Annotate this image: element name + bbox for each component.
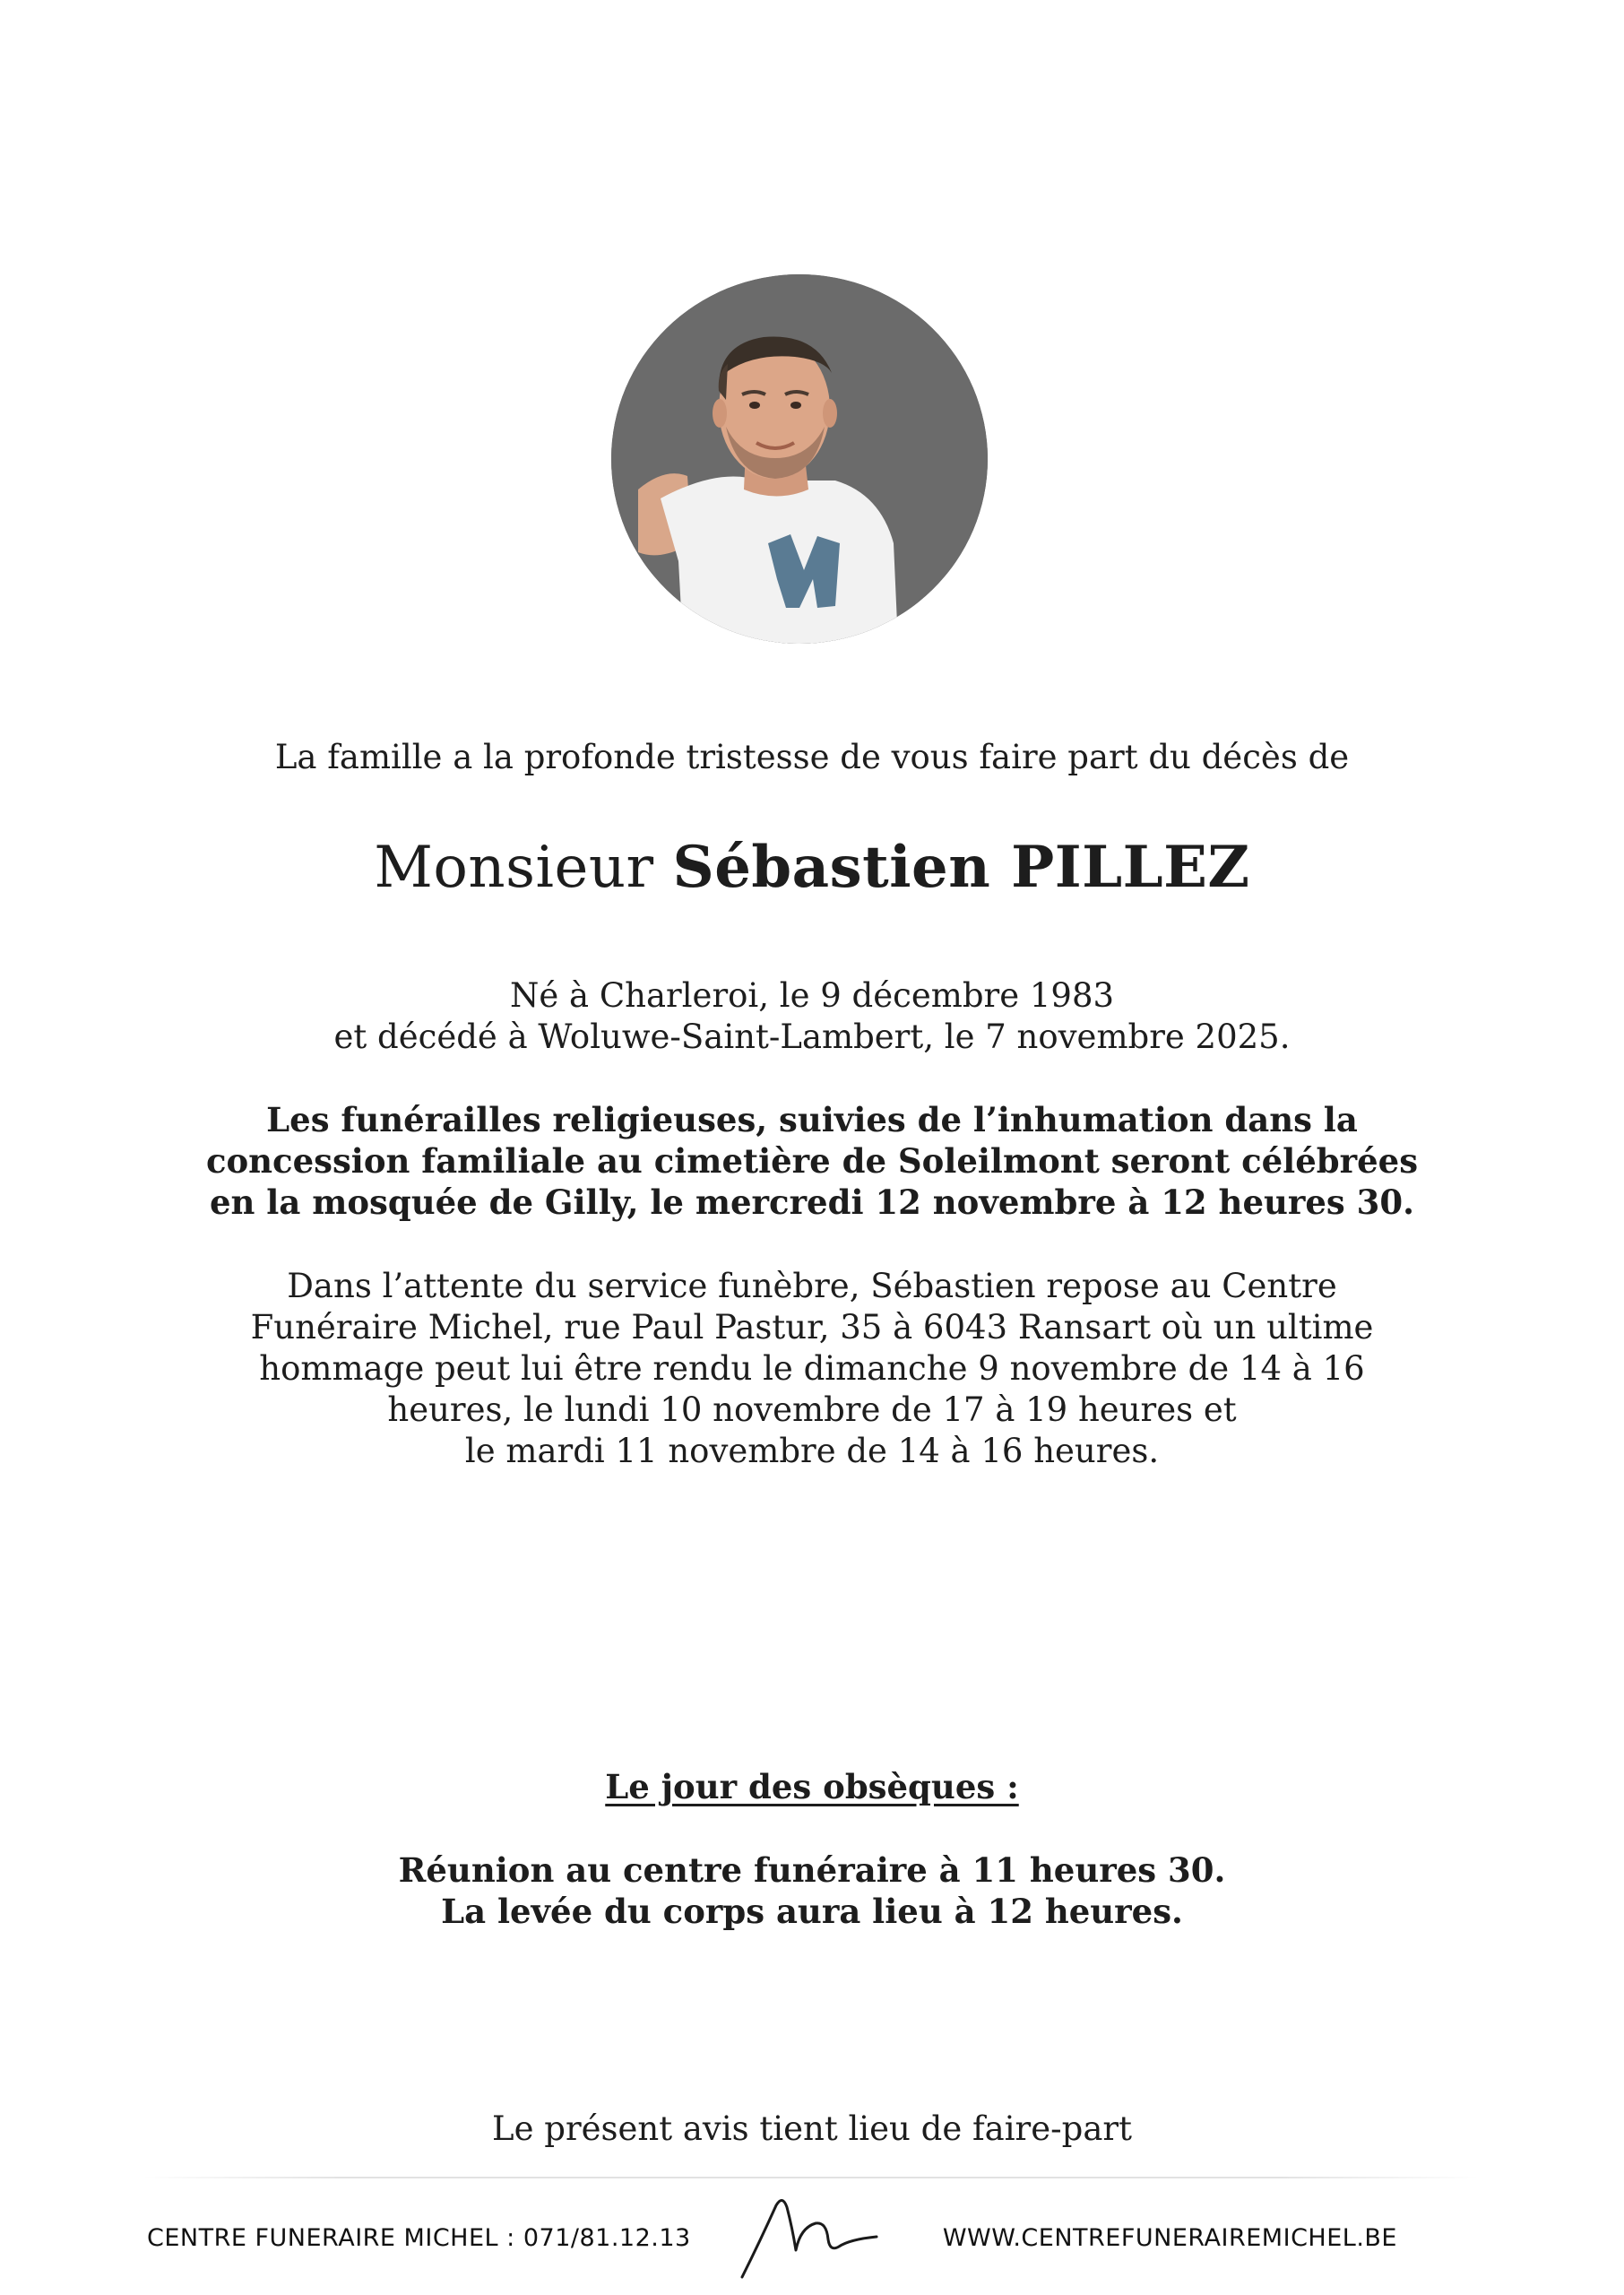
death-line: et décédé à Woluwe-Saint-Lambert, le 7 novembre 2025. xyxy=(333,1018,1291,1056)
funeral-details xyxy=(0,1099,1624,1223)
visitation-line-4: heures, le lundi 10 novembre de 17 à 19 heures et xyxy=(387,1390,1237,1429)
footer-contact: CENTRE FUNERAIRE MICHEL : 071/81.12.13 xyxy=(147,2224,691,2252)
obseques-line-1: Réunion au centre funéraire à 11 heures 30. xyxy=(398,1850,1226,1890)
signature-logo-icon xyxy=(733,2187,885,2284)
footer-website: WWW.CENTREFUNERAIREMICHEL.BE xyxy=(942,2224,1397,2252)
birth-death-dates xyxy=(0,975,1624,1058)
funeral-line-2: concession familiale au cimetière de Soleilmont seront célébrées xyxy=(205,1141,1419,1181)
visitation-line-5: le mardi 11 novembre de 14 à 16 heures. xyxy=(464,1432,1160,1470)
visitation-line-3: hommage peut lui être rendu le dimanche 9 novembre de 14 à 16 xyxy=(259,1349,1365,1388)
obseques-details xyxy=(0,1849,1624,1932)
intro-text: La famille a la profonde tristesse de vous faire part du décès de xyxy=(274,738,1350,776)
name-title: Monsieur xyxy=(374,835,654,901)
obseques-heading: Le jour des obsèques : xyxy=(605,1767,1019,1806)
deceased-name xyxy=(0,832,1624,904)
portrait-photo xyxy=(611,274,988,644)
funeral-line-3: en la mosquée de Gilly, le mercredi 12 novembre à 12 heures 30. xyxy=(209,1182,1415,1222)
visitation-details xyxy=(0,1266,1624,1472)
obseques-line-2: La levée du corps aura lieu à 12 heures. xyxy=(441,1892,1183,1931)
visitation-line-2: Funéraire Michel, rue Paul Pastur, 35 à 6043 Ransart où un ultime xyxy=(250,1308,1374,1347)
birth-line: Né à Charleroi, le 9 décembre 1983 xyxy=(509,976,1115,1015)
notice-text: Le présent avis tient lieu de faire-part xyxy=(492,2109,1132,2148)
funeral-line-1: Les funérailles religieuses, suivies de l’inhumation dans la xyxy=(266,1100,1358,1139)
visitation-line-1: Dans l’attente du service funèbre, Sébastien repose au Centre xyxy=(287,1267,1337,1305)
name-full: Sébastien PILLEZ xyxy=(672,834,1250,901)
footer-divider xyxy=(143,2177,1479,2178)
